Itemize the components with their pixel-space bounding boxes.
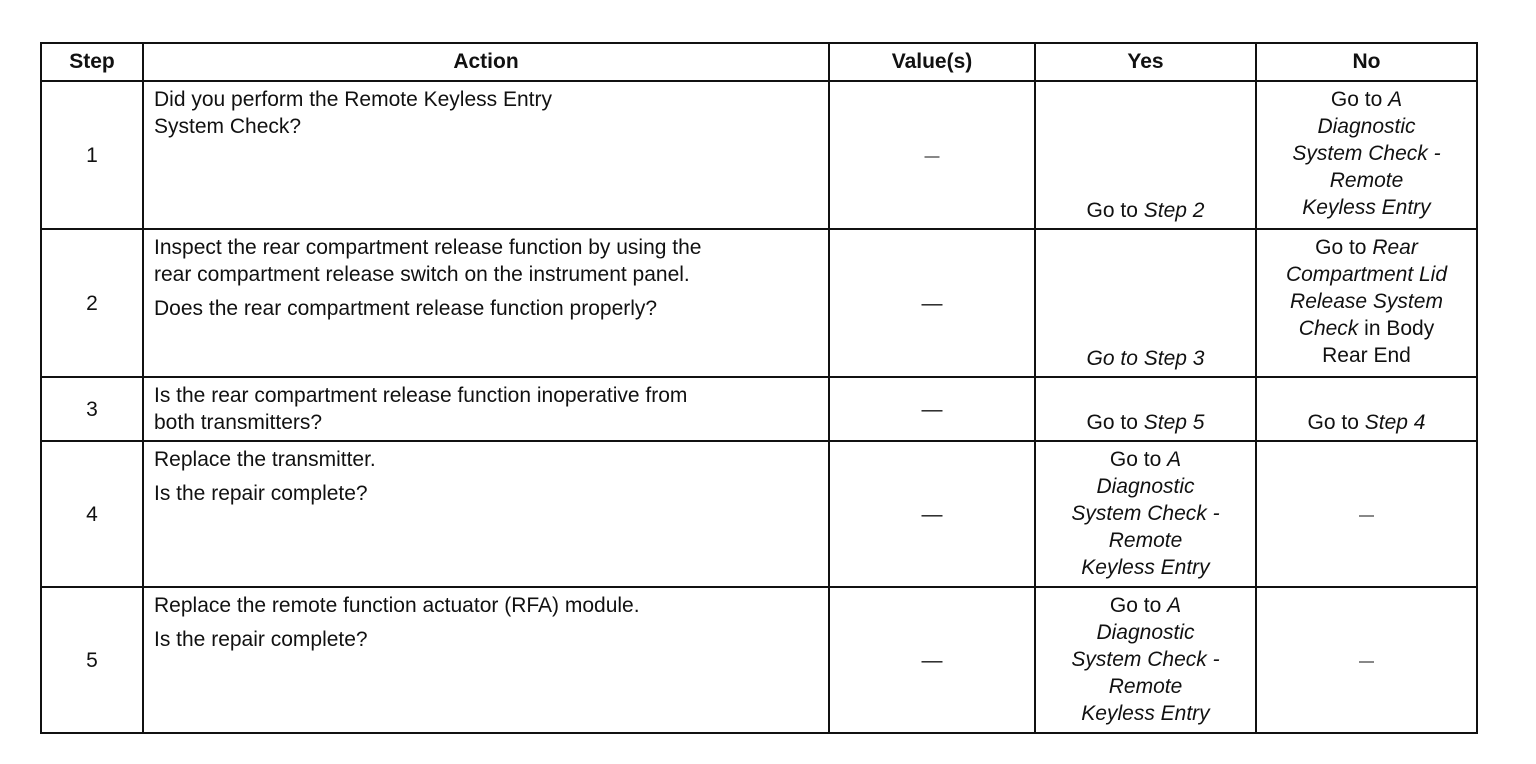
no-prefix: Go to <box>1307 411 1365 434</box>
step-number: 2 <box>41 229 143 377</box>
no-cell <box>1256 587 1477 733</box>
no-cell <box>1256 81 1477 229</box>
yes-link[interactable]: Diagnostic <box>1096 621 1195 644</box>
value-cell <box>829 587 1035 733</box>
action-cell <box>143 229 829 377</box>
yes-prefix: Go to <box>1086 199 1144 222</box>
value-dash: — <box>921 397 943 421</box>
value-cell <box>829 441 1035 587</box>
no-link[interactable]: Keyless Entry <box>1302 196 1431 219</box>
action-question: Is the repair complete? <box>154 628 368 651</box>
no-cell <box>1256 377 1477 441</box>
action-text: Replace the transmitter. <box>154 448 376 471</box>
yes-prefix: Go to <box>1086 411 1144 434</box>
no-cell <box>1256 229 1477 377</box>
value-dash: — <box>921 502 943 526</box>
no-dash: — <box>1359 506 1374 524</box>
step-number: 1 <box>41 81 143 229</box>
action-text: rear compartment release switch on the instrument panel. <box>154 263 690 286</box>
no-text: Rear End <box>1322 344 1411 367</box>
table-row <box>41 81 1477 229</box>
yes-link[interactable]: Go to Step 3 <box>1086 347 1205 370</box>
yes-link[interactable]: Step 2 <box>1143 199 1205 222</box>
header-step: Step <box>41 43 143 81</box>
table-row <box>41 587 1477 733</box>
action-text: both transmitters? <box>154 411 323 434</box>
yes-link[interactable]: Diagnostic <box>1096 475 1195 498</box>
header-no: No <box>1256 43 1477 81</box>
no-link[interactable]: Release System <box>1290 290 1443 313</box>
no-link[interactable]: Rear <box>1372 236 1418 259</box>
action-text: Inspect the rear compartment release function by using the <box>154 236 702 259</box>
action-question: Does the rear compartment release function properly? <box>154 297 658 320</box>
value-cell <box>829 229 1035 377</box>
yes-link[interactable]: System Check - <box>1071 648 1220 671</box>
no-prefix: Go to <box>1330 88 1389 111</box>
no-dash: — <box>1359 652 1374 670</box>
yes-link[interactable]: Keyless Entry <box>1081 556 1210 579</box>
yes-cell <box>1035 377 1256 441</box>
value-dash: — <box>921 291 943 315</box>
action-cell <box>143 377 829 441</box>
yes-link[interactable]: Remote <box>1108 675 1183 698</box>
action-text: Did you perform the Remote Keyless Entry <box>154 88 552 111</box>
table-header-row <box>41 43 1477 81</box>
header-values: Value(s) <box>829 43 1035 81</box>
yes-cell <box>1035 587 1256 733</box>
yes-link[interactable]: A <box>1167 448 1182 471</box>
action-cell <box>143 587 829 733</box>
yes-link[interactable]: System Check - <box>1071 502 1220 525</box>
no-cell <box>1256 441 1477 587</box>
diagnostic-table <box>40 42 1478 734</box>
no-link[interactable]: Compartment Lid <box>1285 263 1448 286</box>
action-text: Replace the remote function actuator (RFA) module. <box>154 594 640 617</box>
yes-cell <box>1035 81 1256 229</box>
yes-prefix: Go to <box>1109 448 1168 471</box>
yes-cell <box>1035 229 1256 377</box>
action-text: System Check? <box>154 115 302 138</box>
yes-prefix: Go to <box>1109 594 1168 617</box>
yes-link[interactable]: Keyless Entry <box>1081 702 1210 725</box>
yes-link[interactable]: Remote <box>1108 529 1183 552</box>
value-cell <box>829 377 1035 441</box>
action-question: Is the repair complete? <box>154 482 368 505</box>
no-text: in Body <box>1358 317 1435 340</box>
no-link[interactable]: Check <box>1298 317 1359 340</box>
yes-link[interactable]: A <box>1167 594 1182 617</box>
table-row <box>41 441 1477 587</box>
value-cell <box>829 81 1035 229</box>
no-link[interactable]: System Check - <box>1292 142 1441 165</box>
no-link[interactable]: Diagnostic <box>1317 115 1416 138</box>
value-dash: — <box>924 147 940 165</box>
step-number: 4 <box>41 441 143 587</box>
header-action: Action <box>143 43 829 81</box>
no-link[interactable]: Step 4 <box>1364 411 1426 434</box>
value-dash: — <box>921 648 943 672</box>
table-row <box>41 229 1477 377</box>
step-number: 3 <box>41 377 143 441</box>
yes-cell <box>1035 441 1256 587</box>
yes-link[interactable]: Step 5 <box>1143 411 1205 434</box>
no-link[interactable]: A <box>1388 88 1403 111</box>
step-number: 5 <box>41 587 143 733</box>
action-text: Is the rear compartment release function inoperative from <box>154 384 688 407</box>
no-link[interactable]: Remote <box>1329 169 1404 192</box>
header-yes: Yes <box>1035 43 1256 81</box>
no-prefix: Go to <box>1315 236 1373 259</box>
table-row <box>41 377 1477 441</box>
action-cell <box>143 441 829 587</box>
action-cell <box>143 81 829 229</box>
